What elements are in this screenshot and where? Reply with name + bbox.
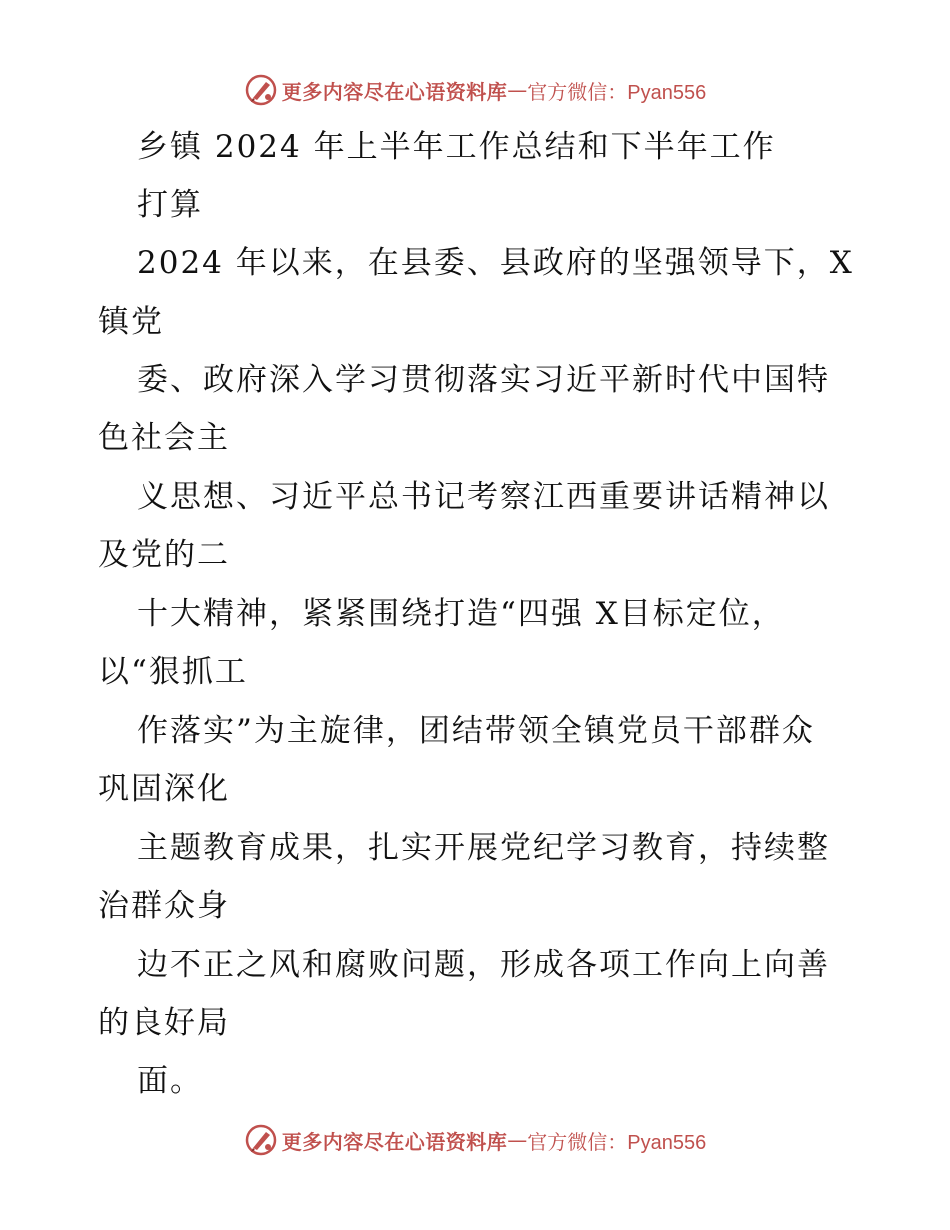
header-banner[interactable] [0, 70, 950, 110]
footer-banner[interactable] [0, 1120, 950, 1160]
doc-text-line: 巩固深化 [98, 771, 230, 807]
pen-logo-icon [244, 73, 278, 107]
banner-dash: — [507, 78, 528, 102]
doc-text-line: 义思想、习近平总书记考察江西重要讲话精神以 [137, 479, 830, 515]
doc-text-line: 及党的二 [98, 537, 230, 573]
banner-wechat-account: 官方微信：Pyan556 [527, 81, 707, 104]
doc-text-line: 十大精神，紧紧围绕打造“四强 X目标定位， [137, 596, 785, 632]
banner-wechat-account: 官方微信：Pyan556 [527, 1131, 707, 1154]
doc-text-line: 作落实”为主旋律，团结带领全镇党员干部群众 [137, 713, 815, 749]
doc-title-line-1: 乡镇 2024 年上半年工作总结和下半年工作 [137, 129, 776, 165]
doc-text-line: 主题教育成果，扎实开展党纪学习教育，持续整 [137, 830, 830, 866]
doc-text-line: 以“狠抓工 [98, 654, 248, 690]
doc-text-line: 色社会主 [98, 420, 230, 456]
doc-text-line: 委、政府深入学习贯彻落实习近平新时代中国特 [137, 362, 830, 398]
banner-dash: — [507, 1128, 528, 1152]
doc-text-line: 镇党 [98, 304, 164, 340]
doc-text-line: 治群众身 [98, 888, 230, 924]
banner-title: 更多内容尽在心语资料库 [281, 1129, 508, 1154]
doc-text-line: 边不正之风和腐败问题，形成各项工作向上向善 [137, 947, 830, 983]
banner-title: 更多内容尽在心语资料库 [281, 79, 508, 104]
pen-logo-icon [244, 1123, 278, 1157]
doc-text-line: 面。 [137, 1063, 203, 1099]
doc-text-line: 的良好局 [98, 1005, 230, 1041]
doc-title-line-2: 打算 [137, 187, 203, 223]
doc-text-line: 2024 年以来，在县委、县政府的坚强领导下，X [137, 245, 854, 281]
